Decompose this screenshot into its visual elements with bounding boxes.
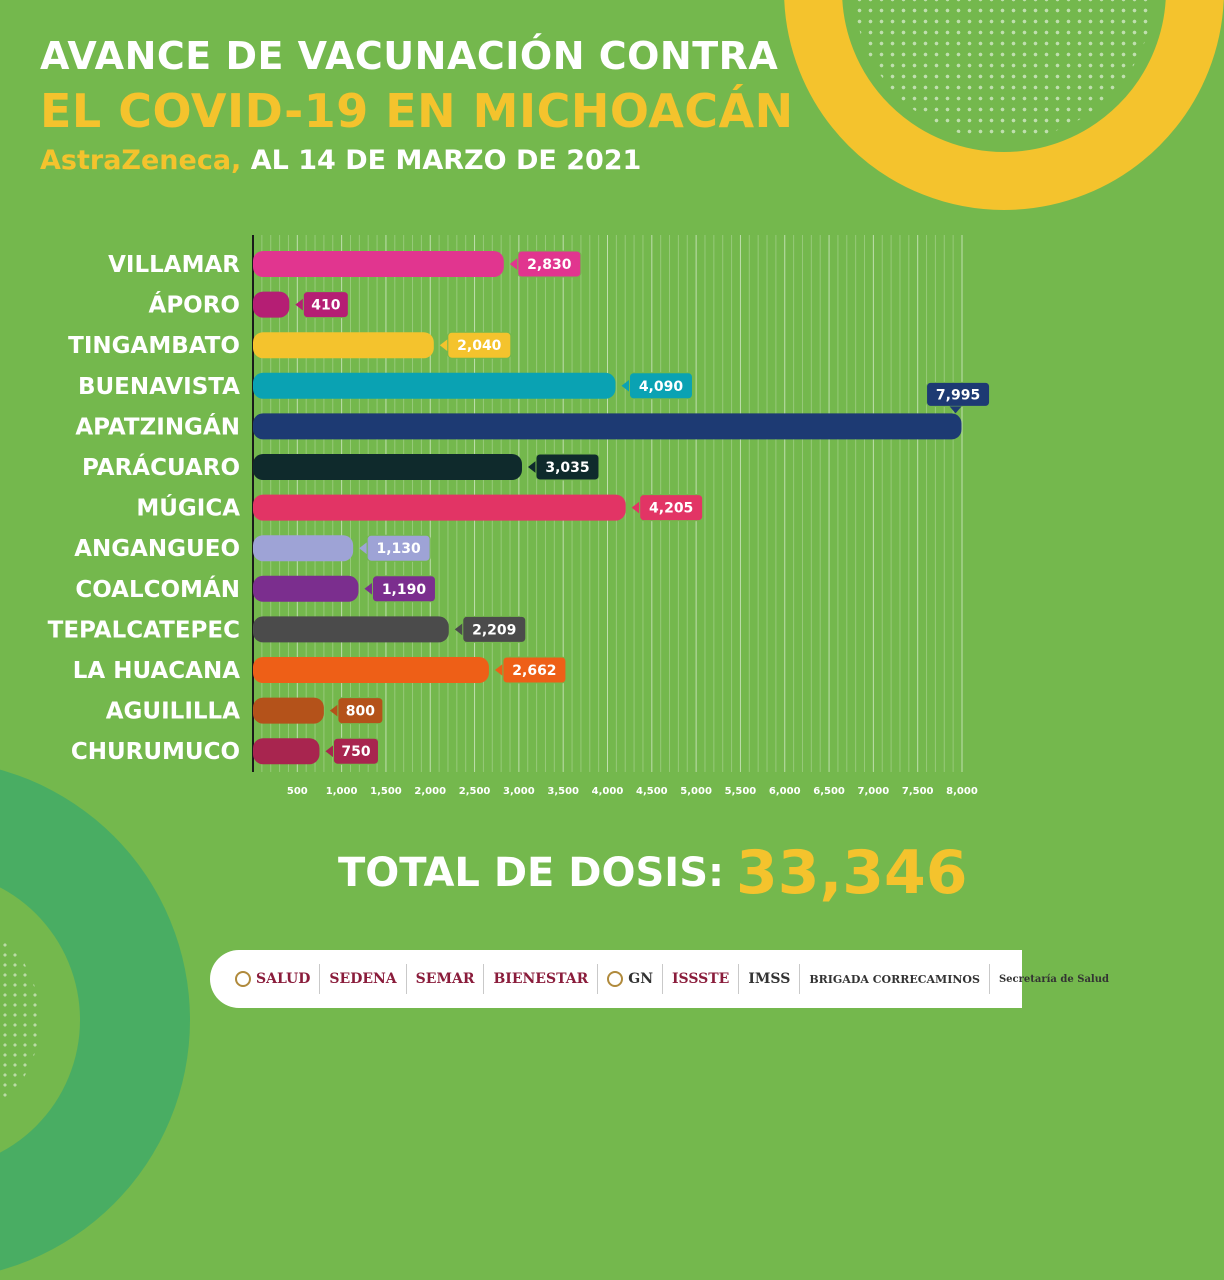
value-label: 4,090 — [638, 378, 684, 395]
x-tick-label: 3,500 — [547, 786, 580, 797]
x-tick-label: 7,500 — [901, 786, 934, 797]
value-label: 1,130 — [376, 541, 421, 558]
bar — [253, 332, 434, 358]
logo-sedena: SEDENA — [320, 964, 406, 994]
category-label: BUENAVISTA — [77, 373, 240, 400]
x-tick-label: 2,500 — [458, 786, 491, 797]
x-tick-label: 4,500 — [635, 786, 668, 797]
value-label: 7,995 — [935, 387, 981, 404]
x-tick-label: 500 — [286, 786, 308, 797]
x-tick-label: 4,000 — [591, 786, 624, 797]
logo-issste: ISSSTE — [663, 964, 739, 994]
x-tick-label: 1,500 — [370, 786, 402, 797]
category-label: ANGANGUEO — [74, 536, 240, 563]
x-tick-label: 7,000 — [857, 786, 890, 797]
value-label: 3,035 — [545, 460, 590, 476]
x-tick-label: 1,000 — [325, 786, 358, 797]
bar — [253, 373, 615, 399]
total-label: TOTAL DE DOSIS: — [338, 850, 724, 896]
logo-gn — [598, 964, 663, 994]
category-label: VILLAMAR — [108, 252, 240, 278]
bar — [253, 698, 324, 724]
subtitle-brand: AstraZeneca, — [40, 145, 242, 176]
bar — [253, 495, 626, 521]
category-label: TEPALCATEPEC — [47, 617, 240, 644]
x-tick-label: 6,000 — [768, 786, 801, 797]
subtitle-date: AL 14 DE MARZO DE 2021 — [241, 145, 642, 176]
bar — [253, 535, 353, 561]
logo-secretaria-salud: Secretaría de Salud — [998, 973, 1109, 985]
x-tick-label: 5,000 — [680, 786, 712, 797]
title-line-1: AVANCE DE VACUNACIÓN CONTRA — [40, 34, 779, 78]
value-label: 2,040 — [457, 338, 502, 355]
footer-logos — [210, 950, 1109, 1008]
value-label: 410 — [311, 297, 341, 314]
x-tick-label: 2,000 — [414, 786, 447, 797]
bar — [253, 657, 489, 683]
value-label: 2,209 — [472, 622, 517, 639]
value-label: 2,830 — [527, 257, 572, 273]
logo-salud — [226, 964, 320, 994]
category-label: PARÁCUARO — [82, 455, 240, 481]
logo-imss: IMSS — [739, 964, 800, 994]
logo-brigada: BRIGADA CORRECAMINOS — [800, 964, 990, 994]
logo-bienestar: BIENESTAR — [484, 964, 598, 994]
seal-icon — [235, 971, 251, 987]
x-tick-label: 5,500 — [724, 786, 757, 797]
bar — [253, 413, 962, 439]
shield-icon — [607, 971, 623, 987]
category-label: APATZINGÁN — [75, 414, 240, 441]
value-label: 1,190 — [381, 581, 427, 598]
category-label: COALCOMÁN — [75, 576, 240, 603]
bar — [253, 454, 522, 480]
bar — [253, 292, 289, 318]
value-label: 800 — [345, 703, 376, 720]
bar — [253, 576, 358, 602]
category-label: CHURUMUCO — [70, 739, 240, 766]
logo-salud-text: SALUD — [256, 971, 311, 987]
logo-gn-text: GN — [628, 971, 653, 987]
bar — [253, 251, 504, 277]
x-tick-label: 6,500 — [813, 786, 845, 797]
category-label: TINGAMBATO — [68, 333, 240, 360]
value-label: 4,205 — [649, 500, 694, 517]
total-doses — [338, 838, 968, 908]
value-label: 2,662 — [512, 663, 557, 679]
value-label: 750 — [341, 744, 371, 761]
total-value: 33,346 — [736, 838, 968, 908]
logo-semar: SEMAR — [407, 964, 485, 994]
category-label: MÚGICA — [136, 495, 240, 522]
category-label: LA HUACANA — [72, 658, 240, 684]
title-line-2: EL COVID-19 EN MICHOACÁN — [40, 84, 794, 138]
value-label-pointer — [950, 406, 962, 413]
x-tick-label: 8,000 — [946, 786, 978, 797]
category-label: ÁPORO — [148, 292, 240, 319]
bar — [253, 738, 319, 764]
category-label: AGUILILLA — [105, 698, 240, 725]
bar — [253, 616, 449, 642]
x-tick-label: 3,000 — [503, 786, 535, 797]
